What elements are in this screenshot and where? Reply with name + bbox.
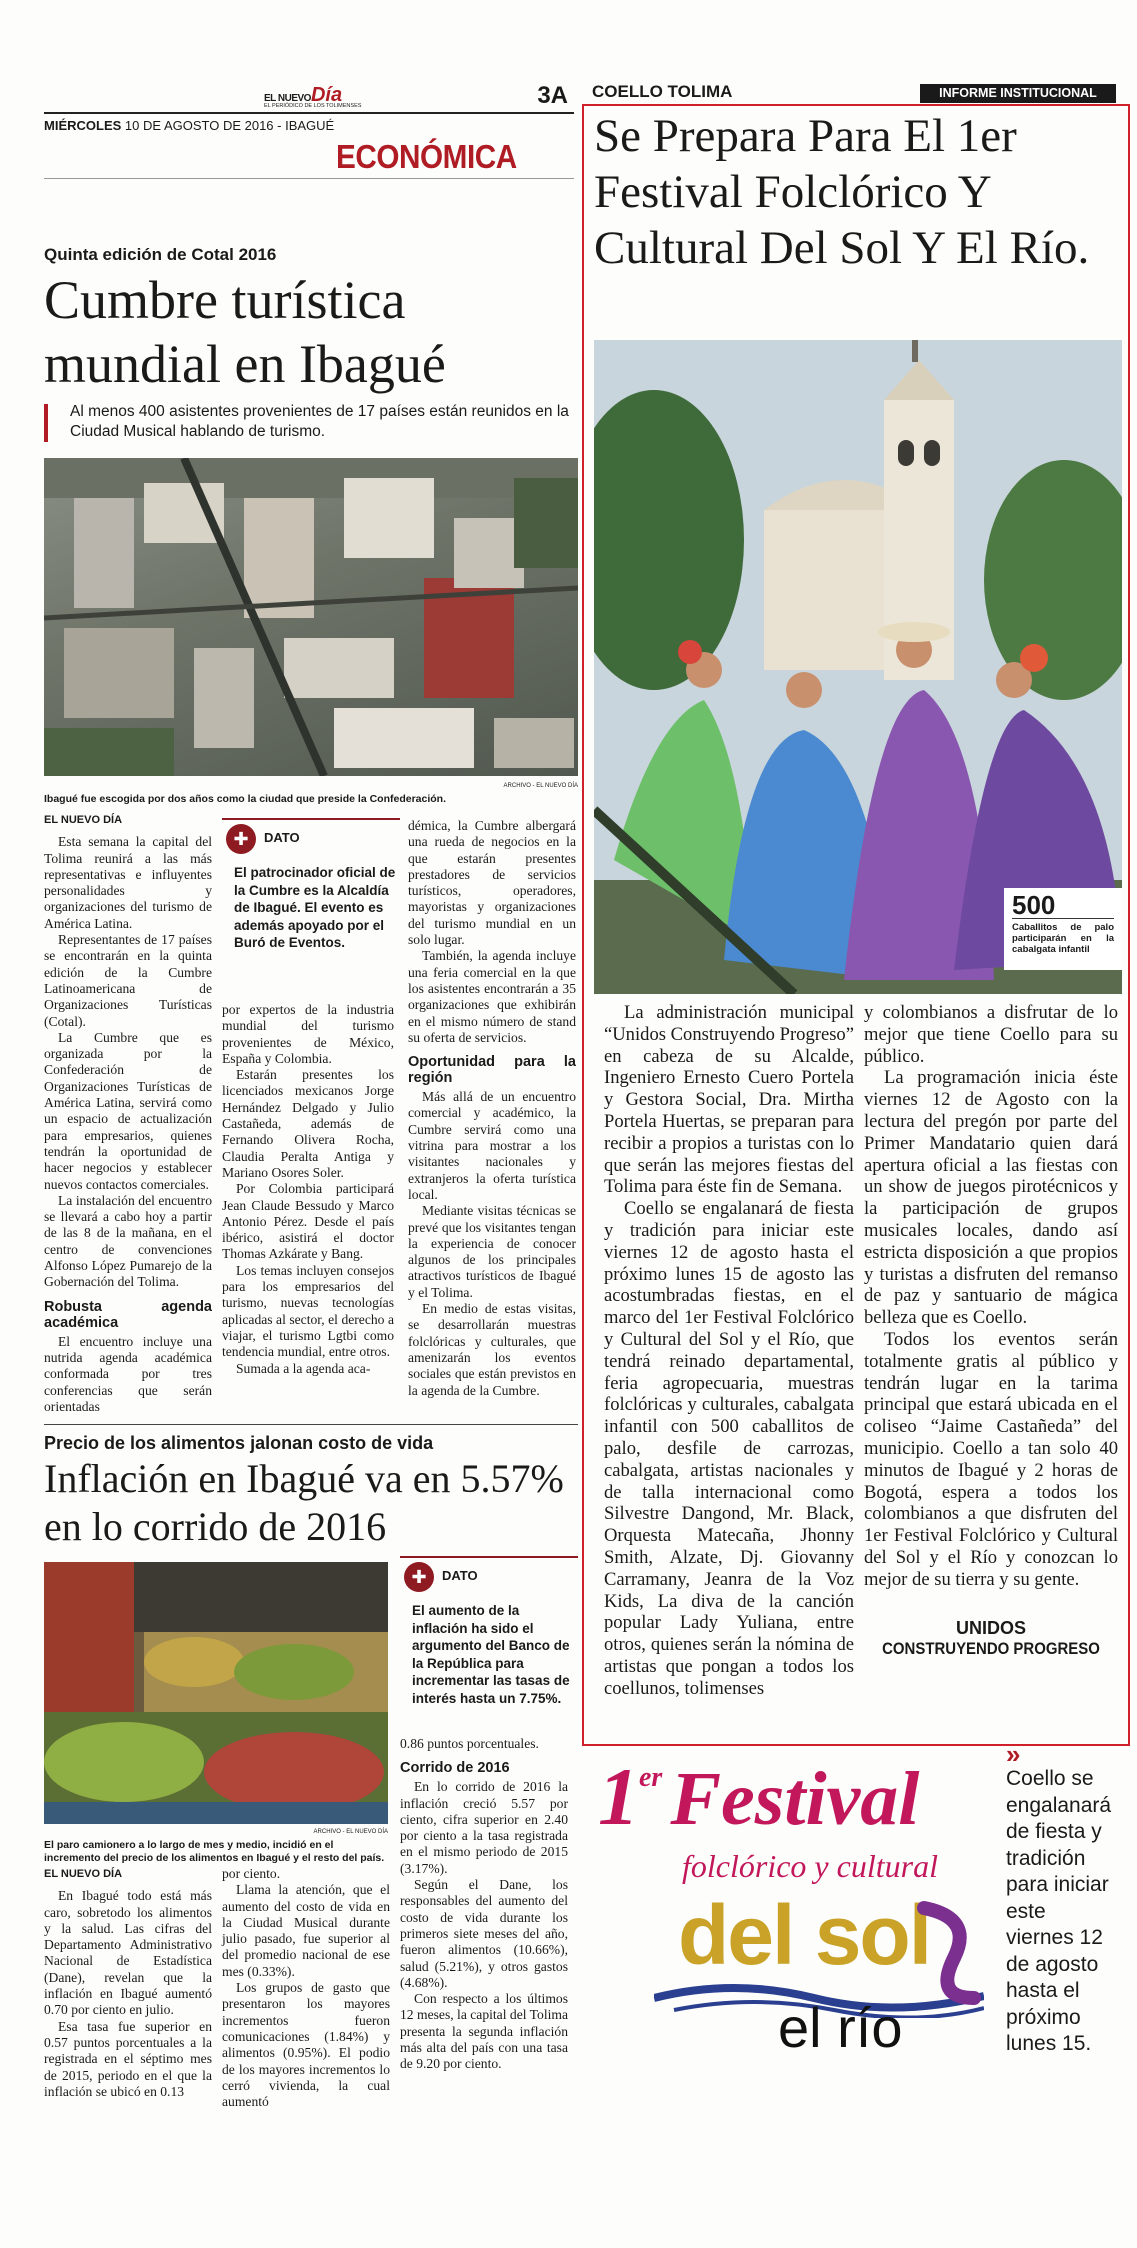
festival-number-sup: er (639, 1762, 663, 1793)
paragraph: Esta semana la capital del Tolima reunirá a las más representativas e influyentes personalidades y organizaciones del turismo de América Latina. (44, 834, 212, 931)
article1-byline: EL NUEVO DÍA (44, 814, 123, 826)
paragraph: Coello se engalanará de fiesta y tradición para iniciar este viernes 12 de agosto hasta el próximo lunes 15 de agosto las acostumbradas fiestas, en el marco del 1er Festival Folclórico y Cultural del Sol y el Río, que tendrá reinado departamental, feria agropecuaria, muestras folclóricas y culturales, cabalgata infantil con 500 caballitos de palo, desfile de carrozas, cabalgata, artistas nacionales y de talla internacional como Silvestre Dangond, Mr. Black, Orquesta Matecaña, Jhonny Smith, Alzate, Dj. Giovanny Carramany, Jeanra de la Voz Kids, La diva de la canción popular Lady Yuliana, entre otros, quienes serán la nómina de artistas que pongan a todos los coellunos, tolimenses (604, 1198, 854, 1699)
date-rest: 10 DE AGOSTO DE 2016 - IBAGUÉ (124, 118, 335, 133)
article1-col2 (222, 1002, 394, 1377)
article-divider (44, 1424, 578, 1425)
festival-swirl-icon (914, 1898, 984, 2008)
informe-tag: INFORME INSTITUCIONAL (920, 84, 1116, 103)
right-section-title: COELLO TOLIMA (592, 82, 733, 101)
caption-text: El paro camionero a lo largo de mes y medio, incidió en el incremento del precio de los alimentos en Ibagué y el resto del país. (44, 1839, 385, 1864)
paragraph: La Cumbre que es organizada por la Confederación de Organizaciones Turísticas de América Latina, servirá como un espacio de actualización para empresarios, quienes tendrán la oportunidad de hacer negocios y establecer nuevos contactos comerciales. (44, 1029, 212, 1192)
logo-tagline: EL PERIÓDICO DE LOS TOLIMENSES (264, 103, 362, 109)
article3-headline: Se Prepara Para El 1er Festival Folclórico Y Cultural Del Sol Y El Río. (594, 110, 1090, 274)
paragraph: La administración municipal “Unidos Construyendo Progreso” en cabeza de su Alcalde, Ingeniero Ernesto Cuero Portela y Gestora Social, Dra. Mirtha Portela Huertas, se preparan para recibir a propios a turistas con lo que serán las mejores fiestas del Tolima para éste fin de Semana. (604, 1002, 854, 1198)
section-title: ECONÓMICA (336, 138, 517, 175)
article1-lead: Al menos 400 asistentes provenientes de 17 países están reunidos en la Ciudad Musical hablando de turismo. (70, 403, 569, 440)
article1-caption (44, 780, 578, 806)
subheading: Oportunidad para la región (408, 1054, 576, 1087)
city-illustration (44, 458, 578, 776)
paragraph: Según el Dane, los responsables del aumento del costo de vida durante los primeros siete meses del año, fueron alimentos (10.66%), salud (5.21%), y otros gastos (4.68%). (400, 1877, 568, 1990)
festival-logo-line2: folclórico y cultural (682, 1848, 938, 1884)
quote-marker: » (1006, 1739, 1021, 1769)
dato-label: DATO (264, 830, 300, 845)
festival-logo-line1 (598, 1752, 919, 1844)
issue-date (44, 118, 334, 133)
subheading: Robusta agenda académica (44, 1298, 212, 1331)
festival-dancers-photo (594, 340, 1122, 994)
paragraph: La instalación del encuentro se llevará a cabo hoy a partir de las 8 de la mañana, en el centro de convenciones Alfonso López Pumarejo de la Gobernación del Tolima. (44, 1192, 212, 1290)
masthead (44, 82, 574, 114)
article2-col2 (222, 1866, 390, 2110)
badge-text: Caballitos de palo participarán en la cabalgata infantil (1012, 922, 1114, 955)
article1-col1 (44, 812, 212, 1415)
paragraph: Representantes de 17 países se encontrarán en la quinta edición de la Cumbre Latinoamericana de Organizaciones Turísticas (Cotal). (44, 932, 212, 1029)
festival-number: 1 (598, 1751, 639, 1842)
article2-col3 (400, 1736, 568, 2073)
subheading: Corrido de 2016 (400, 1760, 510, 1777)
market-photo (44, 1562, 388, 1824)
photo-badge (1004, 888, 1122, 970)
logo-small: EL NUEVO (264, 93, 311, 104)
article2-caption (44, 1826, 388, 1865)
dato-icon: ✚ (404, 1562, 434, 1592)
paragraph: Por Colombia participará Jean Claude Bessudo y Marco Antonio Pérez. Desde el país ibérico, asistirá el doctor Thomas Azkárate y Bang. (222, 1181, 394, 1262)
paragraph: 0.86 puntos porcentuales. (400, 1736, 539, 1751)
paragraph: La programación inicia éste viernes 12 de Agosto con la lectura del pregón por parte del Primer Mandatario quien dará apertura oficial a las fiestas con un show de juegos pirotécnicos y la participación de grupos musicales locales, dando así estricta disposición a que propios y turistas a disfruten del remanso de paz y santuario de mágica belleza que es Coello. (864, 1067, 1118, 1329)
article2-col1 (44, 1866, 212, 2100)
paragraph: Más allá de un encuentro comercial y académico, la Cumbre servirá como una vitrina para mostrar a los visitantes nacionales y extranjeros la oferta turística local. (408, 1089, 576, 1202)
dato-text: El aumento de la inflación ha sido el argumento del Banco de la República para incrementar las tasas de interés hasta un 7.75%. (412, 1603, 570, 1706)
caption-text: Ibagué fue escogida por dos años como la ciudad que preside la Confederación. (44, 793, 446, 805)
festival-logo-line3: del sol (678, 1888, 931, 1982)
dato-box (222, 818, 400, 996)
paragraph: Llama la atención, que el aumento del costo de vida en la Ciudad Musical durante julio pasado, fue superior al del promedio nacional de ese mes (0.33%). (222, 1882, 390, 1979)
photo-credit: ARCHIVO - EL NUEVO DÍA (503, 783, 578, 789)
festival-logo-line4: el río (778, 1996, 903, 2059)
newspaper-logo (264, 84, 361, 109)
signature-line1: UNIDOS (955, 1618, 1026, 1638)
paragraph: y colombianos a disfrutar de lo mejor que tiene Coello para su público. (864, 1002, 1118, 1067)
sidebar-quote: Coello se engalanará de fiesta y tradición para iniciar este viernes 12 de agosto hasta el próximo lunes 15. (1006, 1767, 1112, 2055)
paragraph: Mediante visitas técnicas se prevé que los visitantes tengan la experiencia de conocer algunos de los principales atractivos turísticos de Ibagué y el Tolima. (408, 1203, 576, 1300)
festival-word: Festival (670, 1757, 920, 1841)
section-rule (44, 178, 574, 179)
lead-marker (44, 404, 48, 442)
dato-label: DATO (442, 1568, 478, 1583)
paragraph: Con respecto a los últimos 12 meses, la capital del Tolima presenta la segunda inflación más alta del país con una tasa de 9.20 por ciento. (400, 1991, 568, 2072)
paragraph: Estarán presentes los licenciados mexicanos Jorge Hernández Delgado y Julio Castañeda, además de Fernando Olivera Rocha, Claudia Peralta Antiga y Mariano Osores Soler. (222, 1067, 394, 1180)
paragraph: por expertos de la industria mundial del turismo provenientes de México, España y Colombia. (222, 1002, 394, 1066)
paragraph: Los temas incluyen consejos para los empresarios del turismo, nuevas tecnologías aplicadas al sector, el derecho a viajar, el turismo Lgtbi como tendencia mundial, entre otros. (222, 1262, 394, 1360)
date-day: MIÉRCOLES (44, 118, 122, 133)
paragraph: En lo corrido de 2016 la inflación creció 5.57 por ciento, cifra superior en 2.40 por ciento a la tasa registrada en el mismo periodo de 2015 (3.17%). (400, 1779, 568, 1876)
article1-col3 (408, 818, 576, 1399)
paragraph: Sumada a la agenda aca- (236, 1360, 371, 1376)
paragraph: En Ibagué todo está más caro, sobretodo los alimentos y la salud. Las cifras del Departamento Administrativo Nacional de Estadística (Dane), revelan que la inflación en Ibagué aumentó 0.70 por ciento en julio. (44, 1888, 212, 2018)
festival-logo (594, 1752, 994, 2082)
article3-col2 (864, 1002, 1118, 1591)
signature-line2: CONSTRUYENDO PROGRESO (882, 1639, 1100, 1658)
page-number: 3A (537, 82, 568, 109)
paragraph: Esa tasa fue superior en 0.57 puntos porcentuales a la registrada en el séptimo mes de 2015, periodo en el que la inflación se ubicó en 0.13 (44, 2018, 212, 2099)
dato-box (400, 1556, 578, 1730)
paragraph: démica, la Cumbre albergará una rueda de negocios en la que estarán presentes prestadores de servicios turísticos, operadores, mayoristas y organizaciones del turismo mundial en un solo lugar. (408, 818, 576, 948)
paragraph: En medio de estas visitas, se desarrollarán muestras folclóricas y culturales, que amenizarán los eventos sociales que están previstos en la agenda de la Cumbre. (408, 1301, 576, 1398)
paragraph: por ciento. (222, 1866, 281, 1881)
dato-icon: ✚ (226, 824, 256, 854)
badge-number: 500 (1012, 892, 1114, 919)
article3-col1 (604, 1002, 854, 1700)
article2-byline: EL NUEVO DÍA (44, 1868, 123, 1880)
paragraph: También, la agenda incluye una feria comercial en la que los asistentes encontrarán a 35 organizaciones que exhibirán en el mismo número de stand su oferta de servicios. (408, 948, 576, 1045)
logo-big: Día (310, 84, 343, 106)
dato-text: El patrocinador oficial de la Cumbre es la Alcaldía de Ibagué. El evento es además apoyado por el Buró de Eventos. (234, 865, 396, 950)
article2-headline: Inflación en Ibagué va en 5.57% en lo corrido de 2016 (44, 1456, 564, 1549)
article1-headline: Cumbre turística mundial en Ibagué (44, 270, 446, 394)
paragraph: El encuentro incluye una nutrida agenda académica conformada por tres conferencias que serán orientadas (44, 1333, 212, 1414)
article2-kicker: Precio de los alimentos jalonan costo de vida (44, 1433, 434, 1453)
paragraph: Los grupos de gasto que presentaron los mayores incrementos fueron comunicaciones (1.84%) y alimentos (0.95%). El podio de los mayores incrementos lo cerró vivienda, la cual aumentó (222, 1980, 390, 2110)
paragraph: Todos los eventos serán totalmente gratis al público y tendrán lugar en la tarima principal que estará ubicada en el coliseo “Jaime Castañeda” del municipio. Coello a tan solo 40 minutos de Ibagué y 2 horas de Bogotá, espera a todos los colombianos a que disfruten del 1er Festival Folclórico y Cultural del Sol y el Río y conozcan lo mejor de su tierra y su gente. (864, 1328, 1118, 1590)
photo-credit: ARCHIVO - EL NUEVO DÍA (313, 1829, 388, 1835)
city-aerial-photo (44, 458, 578, 776)
market-illustration (44, 1562, 388, 1824)
article1-kicker: Quinta edición de Cotal 2016 (44, 245, 277, 264)
signature (864, 1618, 1118, 1659)
